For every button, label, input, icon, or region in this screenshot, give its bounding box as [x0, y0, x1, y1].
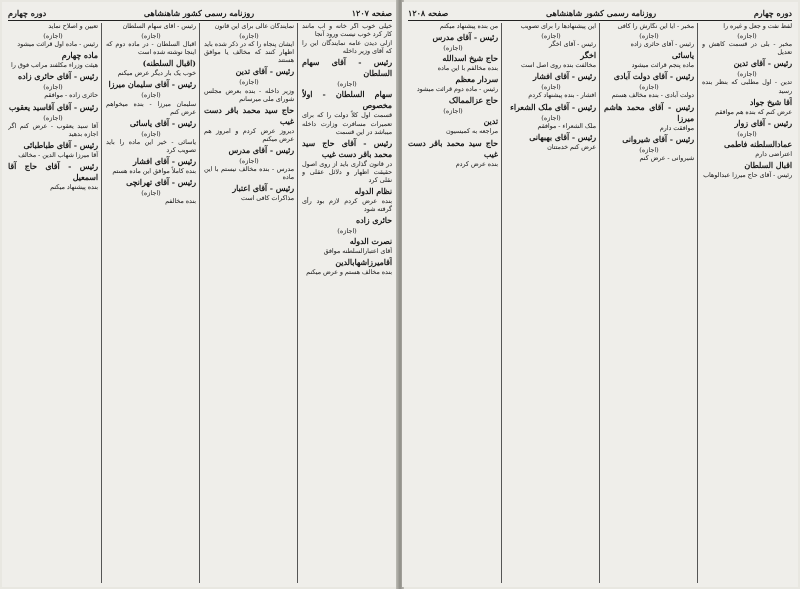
paragraph: حائری زاده - موافقم — [44, 92, 98, 100]
centered-note: (اجازه) — [737, 129, 757, 138]
centered-note: (اجازه) — [141, 32, 161, 41]
speaker-heading: یاسائی — [671, 51, 694, 61]
speaker-heading: نظام الدوله — [354, 187, 392, 197]
speaker-heading: رئیس - آقای مدرس — [432, 33, 498, 43]
paragraph: هیئت وزراء مکلفند مراتب فوق را — [11, 62, 98, 70]
paragraph: نمایندگان عالی برای این قانون — [214, 23, 294, 30]
speaker-heading: رئیس - آقای یاسائی — [129, 118, 196, 128]
speaker-heading: رئیس - آقای سهام السلطان — [302, 58, 392, 79]
centered-note: (اجازه) — [737, 32, 757, 41]
centered-note: (اجازه) — [43, 32, 63, 41]
paragraph: بنده پیشنهاد میکنم — [50, 183, 98, 191]
period-label: دوره چهارم — [753, 7, 792, 18]
speaker-heading: رئیس - آقای اعتبار — [232, 184, 294, 194]
left-page-header — [8, 5, 392, 21]
right-page — [402, 2, 798, 587]
paragraph: بنده عرض کردم لازم بود رأی گرفته شود — [302, 198, 392, 214]
paragraph: بنده مخالفم با این ماده — [437, 65, 498, 73]
paragraph: در قانون گذاری باید از روی اصول حقیقت اظهار و دلائل عقلی و نقلی کرد — [302, 160, 392, 184]
paragraph: خوب یک بار دیگر عرض میکنم — [117, 70, 196, 78]
paragraph: خیلی خوب اگر خانه و آب مانند کار کرد خوب نیست ورود آنجا — [302, 23, 392, 39]
paragraph: رئیس - آقای اخگر — [548, 41, 596, 49]
speaker-heading: رئیس - آقای حاج آقا اسمعیل — [8, 161, 98, 182]
paragraph: عرض کنم که بنده هم موافقم — [715, 108, 792, 116]
left-columns — [8, 23, 392, 583]
speaker-heading: رئیس - آقای مدرس — [228, 145, 294, 155]
paragraph: رئیس - ماده دوم قرائت میشود — [416, 86, 498, 94]
speaker-heading: اخگر — [580, 51, 596, 61]
speaker-heading: تدین — [483, 117, 498, 127]
centered-note: (اجازه) — [443, 44, 463, 53]
paragraph: مذاکرات کافی است — [241, 195, 294, 203]
speaker-heading: ماده چهارم — [61, 51, 98, 61]
centered-note: (اجازه) — [639, 83, 659, 92]
speaker-heading: رئیس - آقای سلیمان میرزا — [108, 80, 196, 90]
paragraph: دولت آبادی - بنده مخالف هستم — [611, 92, 694, 100]
paragraph: مراجعه به کمیسیون — [446, 128, 498, 136]
right-columns — [408, 23, 792, 583]
speaker-heading: حاج شیخ اسدالله — [442, 54, 498, 64]
paragraph: رئیس - آقای حائری زاده — [630, 41, 694, 49]
paragraph: شیروانی - عرض کنم — [639, 154, 694, 162]
text-column — [506, 23, 600, 583]
centered-note: (اجازه) — [43, 83, 63, 92]
paragraph: ملک الشعراء - موافقم — [537, 122, 596, 130]
speaker-heading: رئیس - آقای شیروانی — [622, 134, 694, 144]
page-number: صفحه ۱۲۰۷ — [351, 7, 392, 18]
paragraph: بنده مخالف هستم و عرض میکنم — [306, 269, 392, 277]
paragraph: وزیر داخله - بنده بعرض مجلس شورای ملی میرسانم — [204, 87, 294, 103]
paragraph: عرض کنم خدمتتان — [547, 143, 596, 151]
speaker-heading: رئیس - آقای حاج سید محمد باقر دست غیب — [302, 138, 392, 159]
paragraph: من بنده پیشنهاد میکنم — [439, 23, 498, 30]
paragraph: مخالفت بنده روی اصل است — [521, 62, 596, 70]
speaker-heading: آقامیرزاشهابالدین — [335, 258, 392, 268]
centered-note: (اجازه) — [639, 32, 659, 41]
paragraph: موافقت دارم — [659, 124, 694, 132]
page-number: صفحه ۱۲۰۸ — [408, 7, 449, 18]
paragraph: بنده کاملاً موافق این ماده هستم — [112, 168, 196, 176]
speaker-heading: آقا شیخ جواد — [749, 97, 792, 107]
speaker-heading: سردار معظم — [455, 75, 498, 85]
centered-note: (اجازه) — [737, 70, 757, 79]
period-label: دوره چهارم — [8, 7, 47, 18]
speaker-heading: رئیس - آقای حائری زاده — [18, 72, 98, 82]
speaker-heading: رئیس - آقای افشار — [133, 157, 196, 167]
centered-note: (اجازه) — [639, 145, 659, 154]
speaker-heading: حاج سید محمد باقر دست غیب — [408, 138, 498, 159]
speaker-heading: رئیس - آقای آقاسید یعقوب — [8, 102, 98, 112]
paragraph: آقا سید یعقوب - عرض کنم اگر اجازه بدهید — [8, 122, 98, 138]
speaker-heading: حائری زاده — [356, 216, 392, 226]
paragraph: تدین - اول مطلبی که بنظر بنده رسید — [702, 79, 792, 95]
centered-note: (اجازه) — [43, 113, 63, 122]
speaker-heading: رئیس - آقای بهبهانی — [529, 132, 596, 142]
paragraph: مخبر - آیا این نگارش را کافی — [617, 23, 694, 30]
speaker-heading: عمادالسلطنه فاطمی — [723, 139, 792, 149]
centered-note: (اجازه) — [541, 32, 561, 41]
centered-note: (اجازه) — [541, 113, 561, 122]
speaker-heading: رئیس - آقای افشار — [533, 72, 596, 82]
centered-note: (اجازه) — [239, 78, 259, 87]
paragraph: سلیمان میرزا - بنده میخواهم عرض کنم — [106, 100, 196, 116]
paragraph: این پیشنهادها را برای تصویب — [520, 23, 596, 30]
speaker-heading: رئیس - آقای تدین — [733, 59, 792, 69]
paragraph: ایشان پنجاه را که در ذکر شده باید اظهار کنند که مخالف یا موافق هستند — [204, 41, 294, 65]
speaker-heading: رئیس - آقای تهرانچی — [126, 178, 196, 188]
paragraph: رئیس - ماده اول قرائت میشود — [17, 41, 98, 49]
centered-note: (اجازه) — [541, 83, 561, 92]
speaker-heading: نصرت الدوله — [349, 237, 392, 247]
text-column — [702, 23, 792, 583]
paragraph: ماده پنجم قرائت میشود — [631, 62, 694, 70]
text-column — [8, 23, 102, 583]
speaker-heading: حاج عزالممالک — [448, 96, 498, 106]
centered-note: (اجازه) — [337, 80, 357, 89]
paragraph: یاسائی - خیر این ماده را باید تصویب کرد — [106, 138, 196, 154]
speaker-heading: رئیس - آقای محمد هاشم میرزا — [604, 102, 694, 123]
text-column — [302, 23, 392, 583]
speaker-heading: رئیس - آقای دولت آبادی — [613, 72, 694, 82]
paragraph: آقای اعتبارالسلطنه موافق — [323, 248, 392, 256]
centered-note: (اجازه) — [443, 107, 463, 116]
paragraph: مخبر - بلی در قسمت کاهش و تعدیل — [702, 41, 792, 57]
centered-note: (اجازه) — [141, 91, 161, 100]
left-page — [2, 2, 398, 587]
text-column — [604, 23, 698, 583]
speaker-heading: سهام السلطان - اولاً مخصوص — [302, 90, 392, 111]
paragraph: افشار - بنده پیشنهاد کردم — [528, 92, 596, 100]
running-title: روزنامه رسمی کشور شاهنشاهی — [545, 7, 657, 18]
text-column — [106, 23, 200, 583]
paragraph: تعیین و اصلاح نماید — [48, 23, 98, 30]
text-column — [408, 23, 502, 583]
paragraph: لفظ نفت و جعل و غیره را — [723, 23, 792, 30]
centered-note: (اجازه) — [141, 129, 161, 138]
paragraph: آقا میرزا شهاب الدین - مخالف — [18, 151, 98, 159]
speaker-heading: رئیس - آقای طباطبائی — [23, 140, 98, 150]
paragraph: مدرس - بنده مخالف نیستم با این ماده — [204, 166, 294, 182]
paragraph: ازلی دیدن عامه نمایندگان این را که آقای وزیر داخله — [302, 40, 392, 56]
centered-note: (اجازه) — [239, 156, 259, 165]
paragraph: رئیس - آقای حاج میرزا عبدالوهاب — [703, 171, 792, 179]
speaker-heading: حاج سید محمد باقر دست غیب — [204, 105, 294, 126]
centered-note: (اجازه) — [239, 32, 259, 41]
speaker-heading: رئیس - آقای تدین — [235, 67, 294, 77]
speaker-heading: رئیس - آقای زوار — [734, 118, 792, 128]
paragraph: اعتراضی دارم — [755, 150, 792, 158]
centered-note: (اجازه) — [141, 189, 161, 198]
paragraph: اقبال السلطان - در ماده دوم که اینجا نوشته شده است — [106, 41, 196, 57]
text-column — [204, 23, 298, 583]
paragraph: بنده عرض کردم — [455, 160, 498, 168]
speaker-heading: اقبال السلطان — [744, 160, 792, 170]
paragraph: بنده مخالفم — [165, 198, 196, 206]
running-title: روزنامه رسمی کشور شاهنشاهی — [143, 7, 255, 18]
centered-note: (اجازه) — [337, 227, 357, 236]
paragraph: رئیس - آقای سهام السلطان — [122, 23, 196, 30]
speaker-heading: رئیس - آقای ملک الشعراء — [510, 102, 596, 112]
speaker-heading: (اقبال السلطنه) — [142, 59, 196, 69]
paragraph: قسمت اول کلاً دولت را که برای تعمیرات مسافرت وزارت داخله میباشد در این قسمت — [302, 112, 392, 136]
right-page-header — [408, 5, 792, 21]
paragraph: دیروز عرض کردم و امروز هم عرض میکنم — [204, 127, 294, 143]
